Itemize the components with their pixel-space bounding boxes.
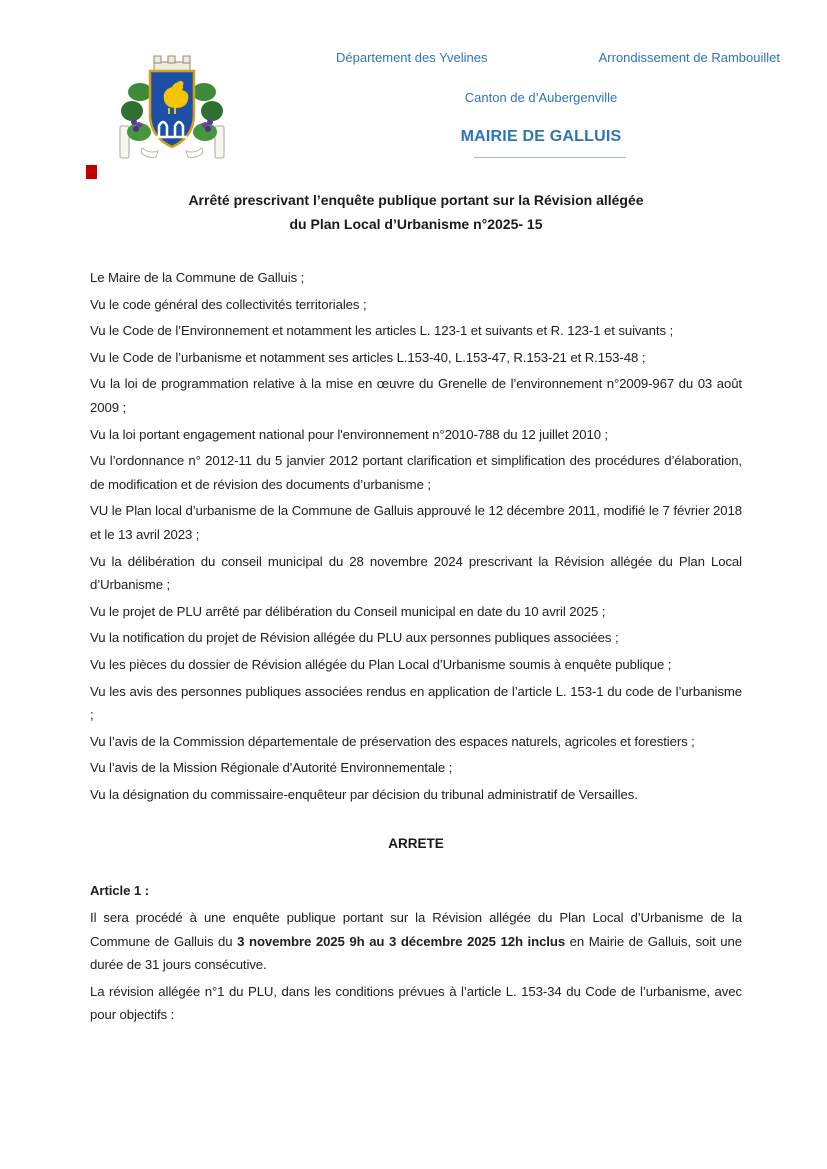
body-paragraph: Vu le code général des collectivités territoriales ;	[90, 296, 367, 312]
body-paragraph: Vu l’ordonnance n° 2012-11 du 5 janvier 2012 portant clarification et simplification des procédures d’élaboration, de modification et de révision des documents d’urbanisme ;	[90, 453, 742, 492]
document-title-line2: du Plan Local d’Urbanisme n°2025- 15	[289, 216, 543, 232]
header-mairie-title: MAIRIE DE GALLUIS	[460, 128, 622, 145]
body-paragraph: Vu le Code de l’urbanisme et notamment ses articles L.153-40, L.153-47, R.153-21 et R.153-48 ;	[90, 349, 646, 365]
coat-of-arms-graphic	[112, 54, 232, 162]
header-department: Département des Yvelines	[336, 50, 488, 65]
body-paragraph: Vu la loi de programmation relative à la mise en œuvre du Grenelle de l’environnement n°2009-967 du 03 août 2009 ;	[90, 376, 742, 415]
header-arrondissement: Arrondissement de Rambouillet	[598, 50, 780, 65]
body-paragraph: Vu les pièces du dossier de Révision allégée du Plan Local d’Urbanisme soumis à enquête publique ;	[90, 656, 672, 672]
body-paragraph: Vu l’avis de la Mission Régionale d'Autorité Environnementale ;	[90, 760, 453, 776]
article-1-paragraph-1	[90, 906, 742, 977]
body-paragraph: Vu le projet de PLU arrêté par délibération du Conseil municipal en date du 10 avril 2025 ;	[90, 603, 606, 619]
body-paragraph: Vu la loi portant engagement national pour l'environnement n°2010-788 du 12 juillet 2010 ;	[90, 426, 609, 442]
body-paragraph: Le Maire de la Commune de Galluis ;	[90, 270, 305, 285]
considerations-section	[90, 266, 742, 806]
header-row	[336, 50, 780, 65]
article-1-dates-bold: 3 novembre 2025 9h au 3 décembre 2025 12h inclus	[237, 933, 566, 949]
body-paragraph: Vu les avis des personnes publiques associées rendus en application de l’article L. 153-1 du code de l’urbanisme ;	[90, 683, 742, 723]
body-paragraph: Vu la notification du projet de Révision allégée du PLU aux personnes publiques associées ;	[90, 630, 619, 646]
header-underline: _____________________	[474, 144, 626, 159]
body-paragraph: Vu la délibération du conseil municipal du 28 novembre 2024 prescrivant la Révision allégée du Plan Local d’Urbanisme ;	[90, 553, 742, 593]
body-paragraph: Vu l’avis de la Commission départementale de préservation des espaces naturels, agricoles et forestiers ;	[90, 733, 695, 749]
article-1-text-start: Il sera procédé à une enquête publique portant sur la Révision allégée du Plan Local d’Urbanisme de la Commune de Galluis du	[90, 910, 742, 949]
article-1-paragraph-2: La révision allégée n°1 du PLU, dans les conditions prévues à l’article L. 153-34 du Code de l’urbanisme, avec pour objectifs :	[90, 983, 742, 1023]
article-1-heading: Article 1 :	[90, 883, 149, 899]
article-1-section	[90, 879, 742, 1027]
document-header	[336, 50, 780, 159]
header-canton: Canton de d’Aubergenville	[464, 90, 618, 105]
document-title	[90, 188, 742, 236]
arrete-heading: ARRETE	[388, 836, 444, 852]
document-body	[90, 188, 742, 1030]
body-paragraph: VU le Plan local d’urbanisme de la Commune de Galluis approuvé le 12 décembre 2011, modifié le 7 février 2018 et le 13 avril 2023 ;	[90, 503, 742, 542]
article-1-text-end: en Mairie de Galluis, soit une durée de 31 jours consécutive.	[90, 933, 742, 973]
coat-of-arms	[112, 54, 232, 162]
annotation-mark	[86, 165, 97, 179]
body-paragraph: Vu le Code de l’Environnement et notamment les articles L. 123-1 et suivants et R. 123-1 et suivants ;	[90, 323, 674, 339]
document-title-line1: Arrêté prescrivant l’enquête publique portant sur la Révision allégée	[188, 192, 644, 208]
body-paragraph: Vu la désignation du commissaire-enquêteur par décision du tribunal administratif de Versailles.	[90, 786, 638, 802]
